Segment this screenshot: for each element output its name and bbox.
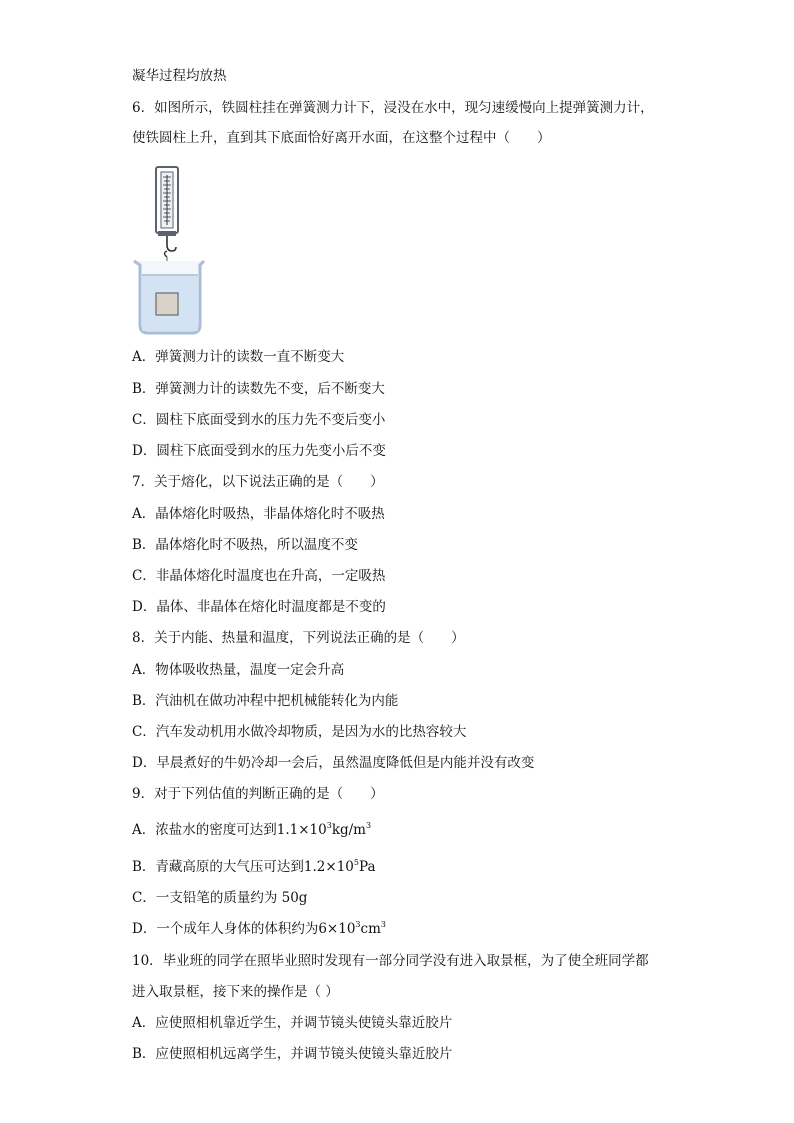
question-10-stem-line2: 进入取景框，接下来的操作是（ ） (132, 984, 339, 1000)
q9-option-c: C．一支铅笔的质量约为 50g (132, 890, 308, 906)
q7-option-d: D．晶体、非晶体在熔化时温度都是不变的 (132, 599, 386, 615)
q9-a-value: 1.1×10 (276, 822, 327, 838)
question-6-stem-line1: 6．如图所示，铁圆柱挂在弹簧测力计下，浸没在水中，现匀速缓慢向上提弹簧测力计， (132, 100, 654, 116)
q7-option-c: C．非晶体熔化时温度也在升高，一定吸热 (132, 568, 386, 584)
q6-option-c: C．圆柱下底面受到水的压力先不变后变小 (132, 412, 386, 428)
q9-b-value: 1.2×10 (303, 859, 354, 875)
q9-d-unit: cm (360, 921, 381, 937)
q9-option-b (132, 858, 376, 876)
q9-b-text: B．青藏高原的大气压可达到 (132, 859, 304, 875)
q9-d-value: 6×10 (318, 921, 356, 937)
q8-option-c: C．汽车发动机用水做冷却物质，是因为水的比热容较大 (132, 724, 467, 740)
q10-option-b: B．应使照相机远离学生，并调节镜头使镜头靠近胶片 (132, 1046, 453, 1062)
q10-option-a: A．应使照相机靠近学生，并调节镜头使镜头靠近胶片 (132, 1015, 453, 1031)
question-10-stem-line1: 10．毕业班的同学在照毕业照时发现有一部分同学没有进入取景框，为了使全班同学都 (132, 953, 649, 969)
question-8-stem: 8．关于内能、热量和温度，下列说法正确的是（ ） (132, 630, 465, 646)
q9-a-text: A．浓盐水的密度可达到 (132, 822, 277, 838)
q9-a-unit: kg/m (331, 822, 366, 838)
spring-scale-beaker-figure (130, 165, 220, 340)
q9-a-exponent: 3 (326, 821, 332, 830)
q9-b-exponent: 5 (353, 858, 359, 867)
q7-option-b: B．晶体熔化时不吸热，所以温度不变 (132, 537, 358, 553)
q9-option-a (132, 821, 371, 839)
q8-option-b: B．汽油机在做功冲程中把机械能转化为内能 (132, 693, 399, 709)
continued-text: 凝华过程均放热 (132, 68, 227, 84)
q6-option-d: D．圆柱下底面受到水的压力先变小后不变 (132, 443, 386, 459)
q9-option-d (132, 920, 386, 938)
q9-d-unit-exponent: 3 (380, 920, 386, 929)
q9-a-unit-exponent: 3 (365, 821, 372, 830)
question-9-stem: 9．对于下列估值的判断正确的是（ ） (132, 786, 384, 802)
q6-option-a: A．弹簧测力计的读数一直不断变大 (132, 349, 345, 365)
question-7-stem: 7．关于熔化，以下说法正确的是（ ） (132, 474, 384, 490)
q7-option-a: A．晶体熔化时吸热，非晶体熔化时不吸热 (132, 506, 385, 522)
q9-d-exponent: 3 (355, 920, 361, 929)
q8-option-d: D．早晨煮好的牛奶冷却一会后，虽然温度降低但是内能并没有改变 (132, 755, 535, 771)
q9-d-text: D．一个成年人身体的体积约为 (132, 921, 319, 937)
q8-option-a: A．物体吸收热量，温度一定会升高 (132, 662, 345, 678)
question-6-stem-line2: 使铁圆柱上升，直到其下底面恰好离开水面，在这整个过程中（ ） (132, 130, 551, 146)
q6-option-b: B．弹簧测力计的读数先不变，后不断变大 (132, 381, 385, 397)
q9-b-unit: Pa (358, 859, 376, 875)
